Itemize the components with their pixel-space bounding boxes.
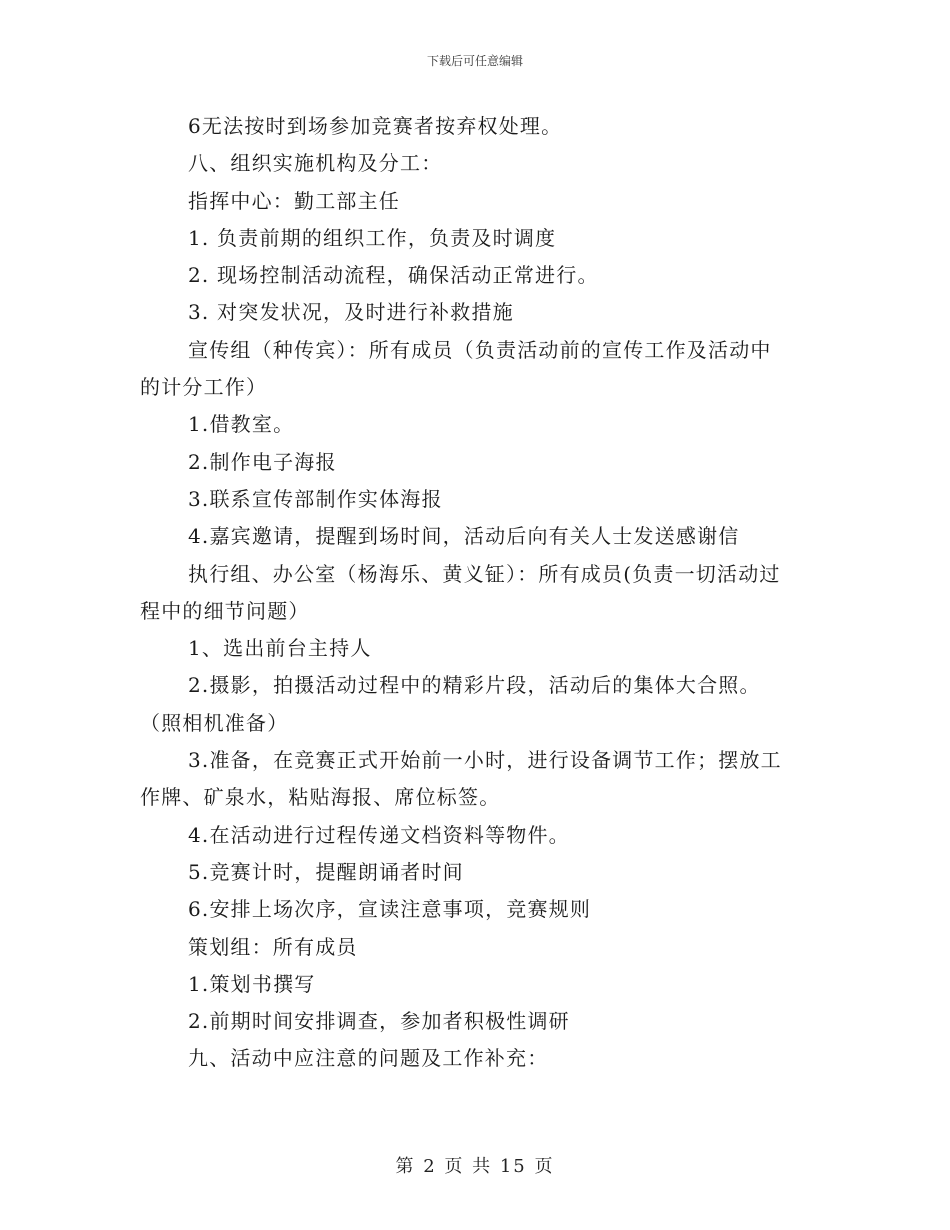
list-item: 3. 对突发状况，及时进行补救措施 — [188, 300, 514, 325]
paragraph-line: 宣传组（种传宾）：所有成员（负责活动前的宣传工作及活动中 — [188, 337, 772, 362]
list-item: 1. 负责前期的组织工作，负责及时调度 — [188, 225, 557, 250]
paragraph-line: （照相机准备） — [140, 710, 289, 735]
list-item: 1、选出前台主持人 — [188, 636, 372, 661]
list-item: 5.竞赛计时，提醒朗诵者时间 — [188, 859, 464, 884]
list-item: 4.在活动进行过程传递文档资料等物件。 — [188, 822, 570, 847]
list-item: 4.嘉宾邀请，提醒到场时间，活动后向有关人士发送感谢信 — [188, 524, 740, 549]
list-item: 1.策划书撰写 — [188, 971, 316, 996]
list-item: 2. 现场控制活动流程，确保活动正常进行。 — [188, 263, 599, 288]
paragraph-line: 策划组：所有成员 — [188, 934, 358, 959]
paragraph-line: 指挥中心：勤工部主任 — [188, 188, 400, 213]
paragraph-line: 作牌、矿泉水，粘贴海报、席位标签。 — [140, 785, 501, 810]
list-item: 2.摄影，拍摄活动过程中的精彩片段，活动后的集体大合照。 — [188, 673, 761, 698]
list-item: 2.前期时间安排调查，参加者积极性调研 — [188, 1009, 570, 1034]
list-item: 6.安排上场次序，宣读注意事项，竞赛规则 — [188, 897, 592, 922]
paragraph-line: 程中的细节问题） — [140, 598, 310, 623]
list-item: 1.借教室。 — [188, 412, 295, 437]
paragraph-line: 6无法按时到场参加竞赛者按弃权处理。 — [188, 114, 563, 138]
list-item: 3.准备，在竞赛正式开始前一小时，进行设备调节工作；摆放工 — [188, 748, 782, 773]
page-header: 下载后可任意编辑 — [426, 54, 523, 68]
list-item: 2.制作电子海报 — [188, 449, 337, 474]
page-number: 第 2 页 共 15 页 — [395, 1156, 555, 1177]
paragraph-line: 的计分工作） — [140, 375, 268, 400]
paragraph-line: 执行组、办公室（杨海乐、黄义钲）：所有成员(负责一切活动过 — [188, 561, 781, 586]
document-body — [140, 108, 810, 1078]
list-item: 3.联系宣传部制作实体海报 — [188, 486, 443, 511]
section-heading: 九、活动中应注意的问题及工作补充： — [188, 1046, 549, 1071]
section-heading: 八、组织实施机构及分工： — [188, 151, 443, 176]
